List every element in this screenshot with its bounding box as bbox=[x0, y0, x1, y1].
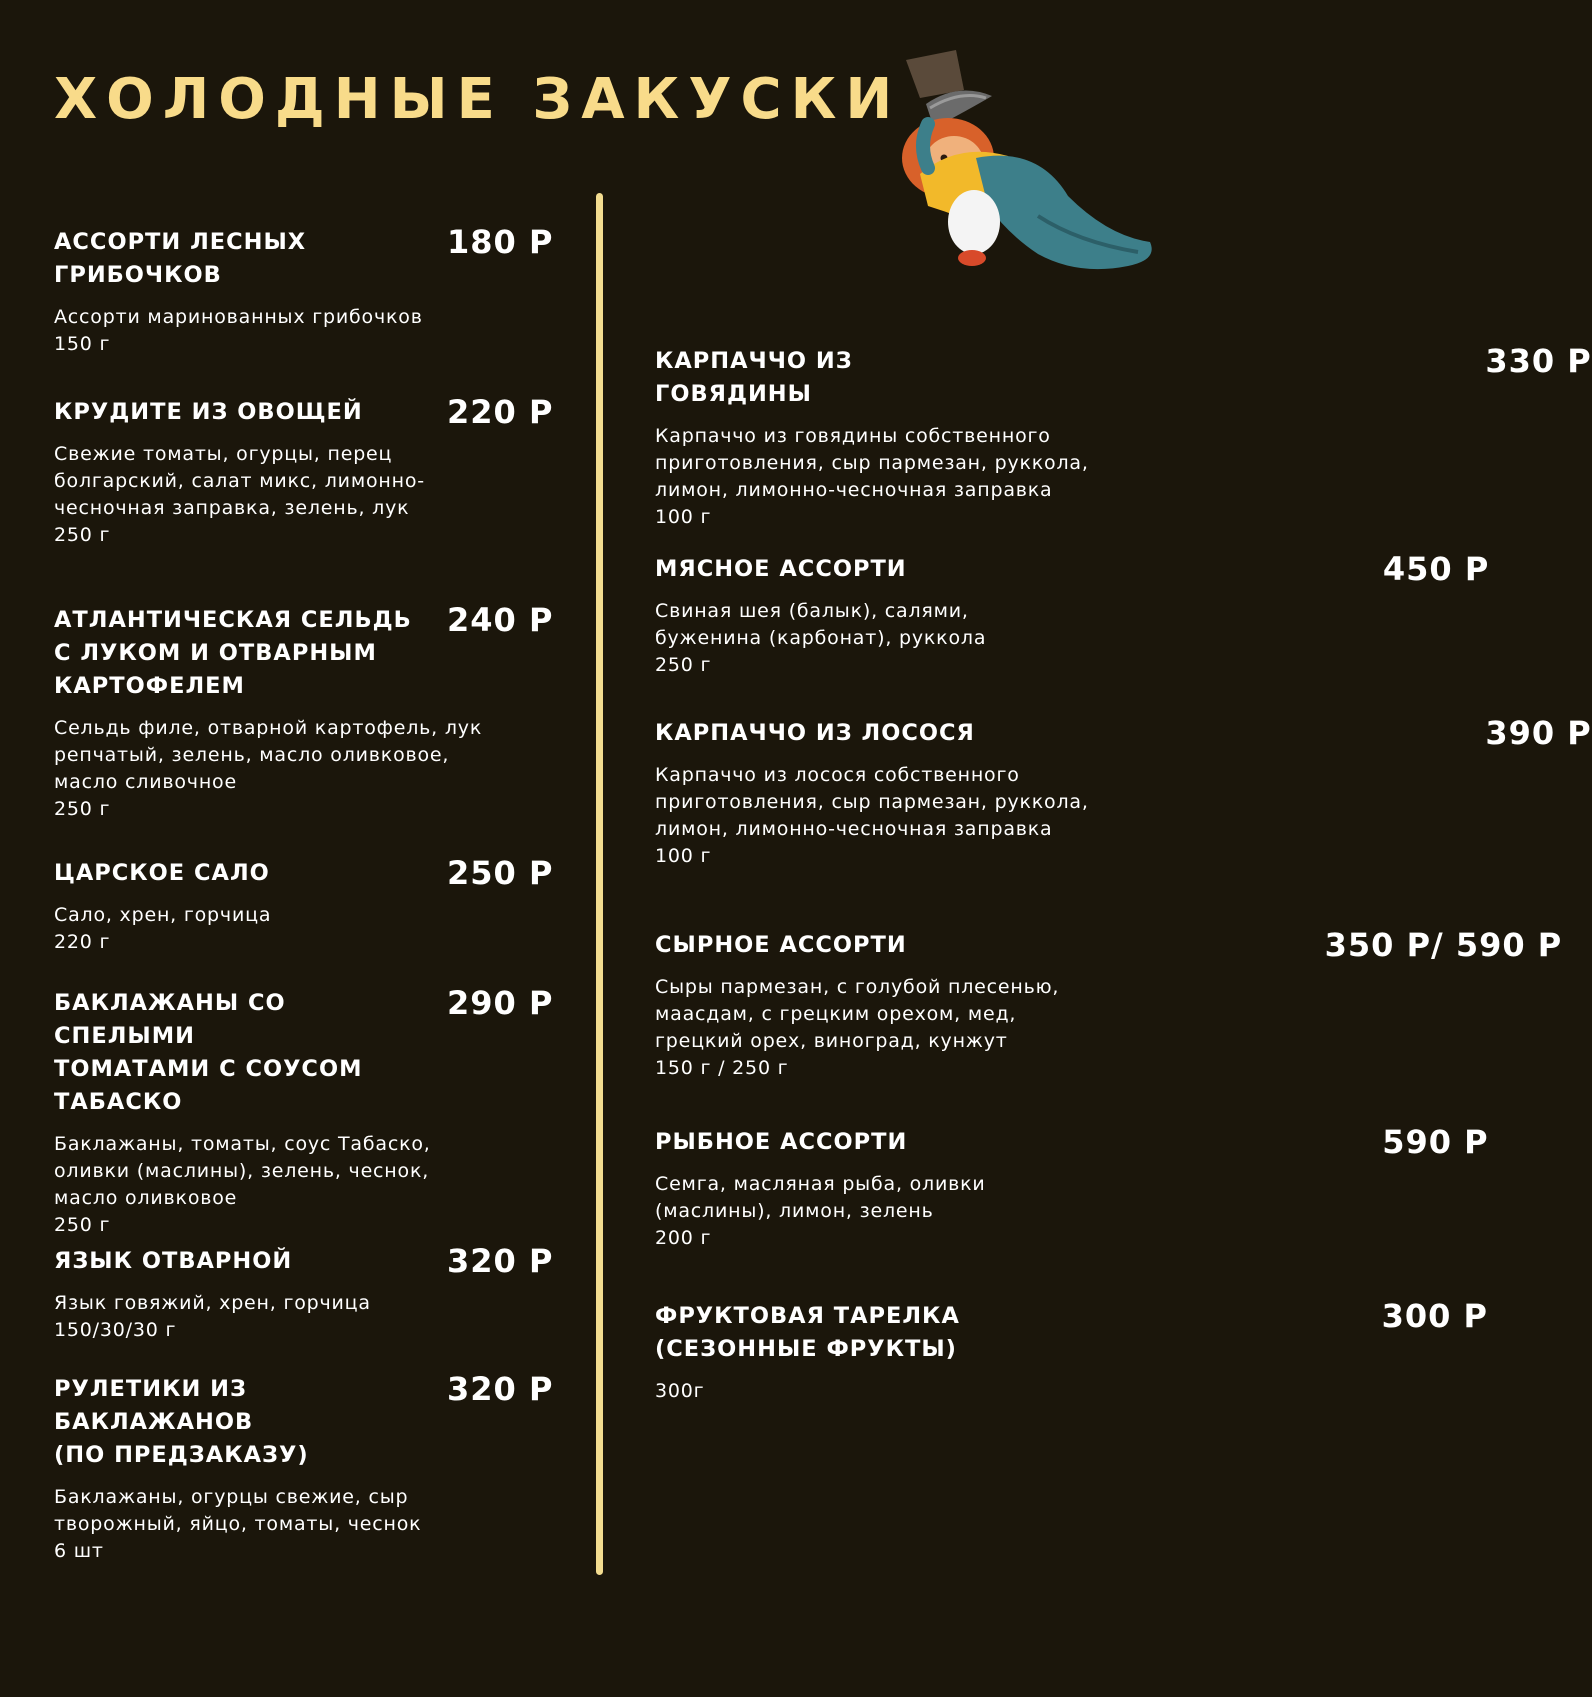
menu-item-price: 250 Р bbox=[447, 854, 554, 892]
menu-item-price: 450 Р bbox=[1382, 550, 1490, 588]
menu-item-description: Баклажаны, огурцы свежие, сыр творожный, яйцо, томаты, чеснок bbox=[54, 1486, 422, 1535]
column-divider bbox=[596, 193, 603, 1575]
menu-item bbox=[655, 550, 1490, 679]
menu-item-price: 290 Р bbox=[447, 984, 554, 1022]
menu-item-name: АССОРТИ ЛЕСНЫХ ГРИБОЧКОВ bbox=[54, 229, 307, 288]
menu-item-description: Баклажаны, томаты, соус Табаско, оливки (маслины), зелень, чеснок, масло оливковое bbox=[54, 1133, 431, 1209]
menu-item-name: КАРПАЧЧО ИЗ ЛОСОСЯ bbox=[655, 720, 975, 746]
menu-item-name: АТЛАНТИЧЕСКАЯ СЕЛЬДЬ С ЛУКОМ И ОТВАРНЫМ КАРТОФЕЛЕМ bbox=[54, 607, 412, 699]
menu-item-name: КАРПАЧЧО ИЗ ГОВЯДИНЫ bbox=[655, 348, 853, 407]
menu-item-description: Сельдь филе, отварной картофель, лук репчатый, зелень, масло оливковое, масло сливочное bbox=[54, 717, 483, 793]
menu-item bbox=[54, 984, 554, 1239]
menu-item-price: 180 Р bbox=[447, 223, 554, 261]
menu-item bbox=[54, 854, 554, 956]
menu-item bbox=[54, 393, 554, 549]
menu-item bbox=[54, 223, 554, 358]
menu-item-description: Язык говяжий, хрен, горчица bbox=[54, 1292, 371, 1314]
menu-item-weight: 6 шт bbox=[54, 1540, 104, 1562]
menu-item-weight: 220 г bbox=[54, 931, 111, 953]
menu-item-weight: 250 г bbox=[54, 524, 111, 546]
menu-item-description: Свиная шея (балык), салями, буженина (карбонат), руккола bbox=[655, 600, 987, 649]
menu-item-weight: 200 г bbox=[655, 1227, 712, 1249]
menu-item-price: 320 Р bbox=[447, 1370, 554, 1408]
menu-item-name: ЦАРСКОЕ САЛО bbox=[54, 860, 270, 886]
menu-item-weight: 100 г bbox=[655, 506, 712, 528]
page-title: ХОЛОДНЫЕ ЗАКУСКИ bbox=[54, 67, 902, 132]
menu-item-name: РЫБНОЕ АССОРТИ bbox=[655, 1129, 908, 1155]
menu-item-price: 320 Р bbox=[447, 1242, 554, 1280]
menu-item-weight: 150 г / 250 г bbox=[655, 1057, 789, 1079]
menu-item-price: 300 Р bbox=[1381, 1297, 1488, 1335]
menu-item-weight: 300г bbox=[655, 1380, 705, 1402]
menu-item-description: Карпаччо из говядины собственного приготовления, сыр пармезан, руккола, лимон, лимонно-чесночная заправка bbox=[655, 425, 1089, 501]
menu-item-weight: 250 г bbox=[54, 1214, 111, 1236]
menu-item-name: БАКЛАЖАНЫ СО СПЕЛЫМИ ТОМАТАМИ С СОУСОМ ТАБАСКО bbox=[54, 990, 363, 1115]
menu-item bbox=[54, 601, 554, 823]
menu-item-name: КРУДИТЕ ИЗ ОВОЩЕЙ bbox=[54, 399, 363, 425]
menu-item-price: 240 Р bbox=[447, 601, 554, 639]
menu-item-description: Сыры пармезан, с голубой плесенью, маасдам, с грецким орехом, мед, грецкий орех, виноград, кунжут bbox=[655, 976, 1060, 1052]
menu-item-price: 390 Р bbox=[1485, 714, 1592, 752]
menu-item-description: Ассорти маринованных грибочков bbox=[54, 306, 423, 328]
menu-item-description: Свежие томаты, огурцы, перец болгарский, салат микс, лимонно- чесночная заправка, зелень, лук bbox=[54, 443, 425, 519]
menu-item bbox=[54, 1370, 554, 1565]
menu-item-weight: 250 г bbox=[655, 654, 712, 676]
menu-item-name: ЯЗЫК ОТВАРНОЙ bbox=[54, 1248, 293, 1274]
menu-item-weight: 150/30/30 г bbox=[54, 1319, 177, 1341]
menu-item bbox=[655, 926, 1563, 1082]
menu-item-description: Карпаччо из лосося собственного приготовления, сыр пармезан, руккола, лимон, лимонно-чесночная заправка bbox=[655, 764, 1089, 840]
menu-item-price: 330 Р bbox=[1485, 342, 1592, 380]
menu-item bbox=[655, 1297, 1488, 1405]
menu-item-price: 350 Р/ 590 Р bbox=[1324, 926, 1563, 964]
menu-item-description: Сало, хрен, горчица bbox=[54, 904, 272, 926]
menu-item bbox=[655, 1123, 1489, 1252]
menu-item-name: РУЛЕТИКИ ИЗ БАКЛАЖАНОВ (ПО ПРЕДЗАКАЗУ) bbox=[54, 1376, 309, 1468]
menu-item-name: СЫРНОЕ АССОРТИ bbox=[655, 932, 907, 958]
menu-item-name: МЯСНОЕ АССОРТИ bbox=[655, 556, 907, 582]
menu-item-price: 220 Р bbox=[447, 393, 554, 431]
menu-item-name: ФРУКТОВАЯ ТАРЕЛКА (СЕЗОННЫЕ ФРУКТЫ) bbox=[655, 1303, 960, 1362]
menu-item-weight: 150 г bbox=[54, 333, 111, 355]
menu-item bbox=[655, 342, 1592, 531]
menu-item-price: 590 Р bbox=[1382, 1123, 1489, 1161]
menu-item-description: Семга, масляная рыба, оливки (маслины), лимон, зелень bbox=[655, 1173, 986, 1222]
menu-item-weight: 100 г bbox=[655, 845, 712, 867]
cartoon-chef-mascot-icon bbox=[888, 46, 1168, 286]
menu-item bbox=[655, 714, 1592, 870]
menu-item bbox=[54, 1242, 554, 1344]
menu-item-weight: 250 г bbox=[54, 798, 111, 820]
